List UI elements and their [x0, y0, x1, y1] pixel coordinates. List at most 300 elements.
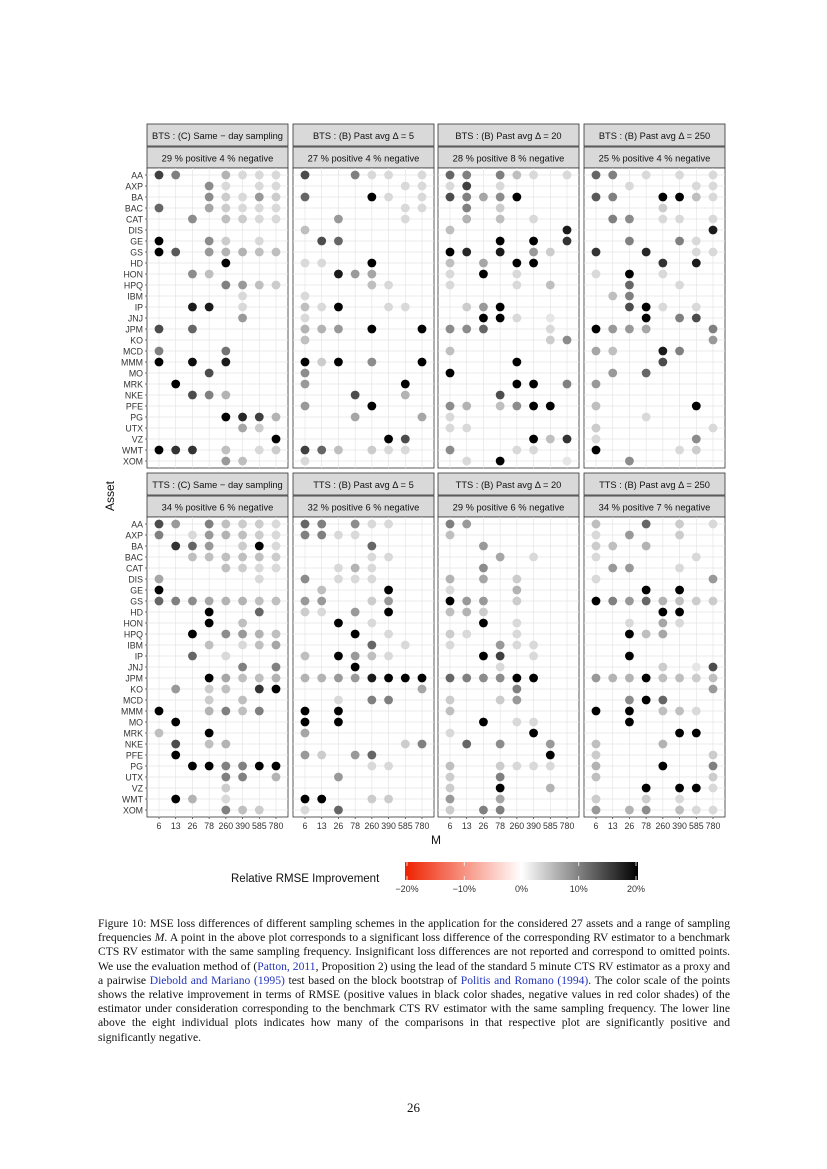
- data-point: [592, 773, 601, 782]
- data-point: [446, 762, 455, 771]
- data-point: [334, 564, 343, 573]
- data-point: [221, 707, 230, 716]
- data-point: [351, 751, 360, 760]
- data-point: [592, 553, 601, 562]
- data-point: [367, 358, 376, 367]
- data-point: [205, 619, 214, 628]
- data-point: [301, 380, 310, 389]
- data-point: [462, 182, 471, 191]
- data-point: [334, 806, 343, 815]
- data-point: [446, 424, 455, 433]
- facet-panel: [121, 473, 288, 831]
- y-tick-label: AXP: [125, 530, 143, 541]
- data-point: [301, 171, 310, 180]
- data-point: [188, 270, 197, 279]
- data-point: [496, 663, 505, 672]
- data-point: [512, 718, 521, 727]
- data-point: [221, 685, 230, 694]
- citation-link[interactable]: Diebold and Mariano (1995): [149, 973, 285, 987]
- data-point: [255, 641, 264, 650]
- data-point: [592, 402, 601, 411]
- data-point: [658, 696, 667, 705]
- data-point: [334, 575, 343, 584]
- citation-link[interactable]: Patton, 2011: [257, 959, 316, 973]
- data-point: [675, 193, 684, 202]
- data-point: [675, 531, 684, 540]
- x-tick-label: 390: [672, 821, 687, 831]
- data-point: [255, 248, 264, 257]
- data-point: [592, 270, 601, 279]
- data-point: [255, 215, 264, 224]
- data-point: [334, 707, 343, 716]
- data-point: [446, 641, 455, 650]
- data-point: [188, 553, 197, 562]
- data-point: [496, 314, 505, 323]
- data-point: [238, 424, 247, 433]
- data-point: [446, 795, 455, 804]
- data-point: [238, 641, 247, 650]
- x-tick-label: 260: [364, 821, 380, 831]
- y-tick-label: JPM: [125, 673, 143, 684]
- x-tick-label: 390: [526, 821, 541, 831]
- data-point: [692, 182, 701, 191]
- data-point: [401, 740, 410, 749]
- data-point: [272, 564, 281, 573]
- data-point: [512, 171, 521, 180]
- data-point: [546, 784, 555, 793]
- data-point: [675, 674, 684, 683]
- figure-caption: [98, 917, 730, 1045]
- data-point: [384, 446, 393, 455]
- data-point: [171, 795, 180, 804]
- data-point: [301, 674, 310, 683]
- y-tick-label: XOM: [122, 805, 143, 816]
- data-point: [592, 806, 601, 815]
- y-tick-label: AXP: [125, 181, 143, 192]
- data-point: [592, 674, 601, 683]
- data-point: [675, 619, 684, 628]
- data-point: [592, 597, 601, 606]
- facet-strip-label: TTS : (B) Past avg Δ = 20: [455, 480, 562, 490]
- data-point: [272, 531, 281, 540]
- data-point: [592, 347, 601, 356]
- y-tick-label: CAT: [126, 214, 143, 225]
- citation-link[interactable]: Politis and Romano (1994): [460, 973, 589, 987]
- data-point: [418, 204, 427, 213]
- data-point: [529, 641, 538, 650]
- data-point: [709, 336, 718, 345]
- data-point: [658, 204, 667, 213]
- data-point: [692, 314, 701, 323]
- y-tick-label: BA: [131, 192, 143, 203]
- data-point: [529, 446, 538, 455]
- data-point: [367, 575, 376, 584]
- data-point: [401, 380, 410, 389]
- data-point: [238, 248, 247, 257]
- y-tick-label: BAC: [124, 552, 143, 563]
- data-point: [351, 575, 360, 584]
- x-tick-label: 6: [593, 821, 599, 831]
- data-point: [446, 325, 455, 334]
- data-point: [171, 248, 180, 257]
- data-point: [608, 215, 617, 224]
- data-point: [546, 281, 555, 290]
- data-point: [221, 413, 230, 422]
- y-tick-label: VZ: [131, 783, 143, 794]
- data-point: [301, 729, 310, 738]
- x-tick-label: 585: [542, 821, 558, 831]
- legend-tick-label: 10%: [569, 884, 588, 894]
- data-point: [625, 806, 634, 815]
- data-point: [529, 553, 538, 562]
- data-point: [334, 325, 343, 334]
- y-tick-label: BA: [131, 541, 143, 552]
- data-point: [301, 652, 310, 661]
- data-point: [317, 531, 326, 540]
- data-point: [301, 520, 310, 529]
- data-point: [255, 171, 264, 180]
- color-legend: [231, 862, 645, 894]
- data-point: [479, 619, 488, 628]
- data-point: [221, 806, 230, 815]
- data-point: [221, 281, 230, 290]
- data-point: [221, 784, 230, 793]
- data-point: [238, 597, 247, 606]
- data-point: [675, 795, 684, 804]
- data-point: [446, 597, 455, 606]
- data-point: [238, 204, 247, 213]
- data-point: [496, 248, 505, 257]
- data-point: [188, 795, 197, 804]
- data-point: [692, 435, 701, 444]
- data-point: [709, 193, 718, 202]
- y-tick-label: GS: [130, 247, 143, 258]
- data-point: [709, 597, 718, 606]
- data-point: [238, 281, 247, 290]
- caption-text: . The color scale of the points shows the relative improvement in terms of RMSE (positive values in black color shades, negative values in red color shades) of the estimator under consideration corresponding to the benchmark CTS RV estimator with the same sampling frequency. The lower line above the eight individual plots indicates how many of the comparisons in that respective plot are significantly positive and significantly negative.: [98, 973, 730, 1044]
- y-tick-label: MRK: [123, 728, 143, 739]
- data-point: [221, 204, 230, 213]
- caption-label: Figure 10:: [98, 917, 147, 930]
- data-point: [592, 575, 601, 584]
- facet-panel: [293, 124, 434, 468]
- data-point: [625, 531, 634, 540]
- y-tick-label: AA: [131, 170, 143, 181]
- data-point: [709, 575, 718, 584]
- data-point: [709, 663, 718, 672]
- y-tick-label: MCD: [122, 695, 143, 706]
- data-point: [317, 751, 326, 760]
- y-tick-label: PFE: [125, 401, 143, 412]
- data-point: [334, 303, 343, 312]
- data-point: [255, 608, 264, 617]
- data-point: [301, 369, 310, 378]
- data-point: [221, 193, 230, 202]
- data-point: [512, 270, 521, 279]
- page-number: 26: [407, 1100, 420, 1115]
- data-point: [384, 435, 393, 444]
- data-point: [272, 446, 281, 455]
- data-point: [692, 729, 701, 738]
- facet-summary-label: 29 % positive 4 % negative: [161, 153, 274, 164]
- data-point: [238, 674, 247, 683]
- data-point: [546, 336, 555, 345]
- data-point: [384, 630, 393, 639]
- data-point: [317, 795, 326, 804]
- data-point: [692, 248, 701, 257]
- data-point: [238, 193, 247, 202]
- data-point: [384, 553, 393, 562]
- data-point: [255, 762, 264, 771]
- data-point: [351, 270, 360, 279]
- data-point: [529, 215, 538, 224]
- data-point: [658, 270, 667, 279]
- data-point: [367, 597, 376, 606]
- data-point: [272, 248, 281, 257]
- data-point: [496, 652, 505, 661]
- data-point: [272, 413, 281, 422]
- y-tick-label: HPQ: [123, 280, 143, 291]
- data-point: [418, 674, 427, 683]
- data-point: [317, 674, 326, 683]
- y-tick-label: DIS: [128, 225, 143, 236]
- data-point: [625, 597, 634, 606]
- data-point: [221, 248, 230, 257]
- data-point: [272, 204, 281, 213]
- data-point: [479, 314, 488, 323]
- data-point: [512, 762, 521, 771]
- data-point: [401, 446, 410, 455]
- data-point: [171, 740, 180, 749]
- y-tick-label: HON: [123, 269, 143, 280]
- x-tick-label: 6: [447, 821, 453, 831]
- data-point: [367, 520, 376, 529]
- data-point: [446, 182, 455, 191]
- data-point: [188, 446, 197, 455]
- data-point: [709, 215, 718, 224]
- data-point: [238, 171, 247, 180]
- data-point: [238, 707, 247, 716]
- data-point: [351, 663, 360, 672]
- data-point: [188, 303, 197, 312]
- y-tick-label: WMT: [121, 445, 143, 456]
- data-point: [563, 226, 572, 235]
- y-tick-label: NKE: [124, 390, 143, 401]
- data-point: [446, 773, 455, 782]
- data-point: [155, 347, 164, 356]
- data-point: [496, 762, 505, 771]
- facet-summary-label: 27 % positive 4 % negative: [307, 153, 420, 164]
- data-point: [462, 303, 471, 312]
- data-point: [479, 542, 488, 551]
- data-point: [272, 597, 281, 606]
- data-point: [351, 171, 360, 180]
- data-point: [446, 446, 455, 455]
- data-point: [496, 171, 505, 180]
- data-point: [608, 171, 617, 180]
- y-tick-label: PFE: [125, 750, 143, 761]
- data-point: [334, 674, 343, 683]
- caption-text: MSE loss differences of different sampling schemes in the application for the considered 27 assets and a range of sampling frequencies: [98, 917, 731, 945]
- data-point: [462, 325, 471, 334]
- data-point: [255, 575, 264, 584]
- data-point: [221, 564, 230, 573]
- data-point: [462, 193, 471, 202]
- data-point: [692, 784, 701, 793]
- data-point: [205, 369, 214, 378]
- data-point: [221, 391, 230, 400]
- x-tick-label: 26: [624, 821, 635, 831]
- data-point: [205, 707, 214, 716]
- data-point: [367, 259, 376, 268]
- data-point: [155, 597, 164, 606]
- data-point: [642, 784, 651, 793]
- data-point: [625, 674, 634, 683]
- data-point: [592, 446, 601, 455]
- data-point: [401, 303, 410, 312]
- y-tick-label: MRK: [123, 379, 143, 390]
- x-tick-label: 26: [333, 821, 344, 831]
- legend-title: Relative RMSE Improvement: [231, 873, 380, 885]
- x-tick-label: 585: [251, 821, 267, 831]
- data-point: [446, 586, 455, 595]
- data-point: [255, 520, 264, 529]
- data-point: [563, 171, 572, 180]
- data-point: [272, 685, 281, 694]
- data-point: [608, 369, 617, 378]
- data-point: [221, 531, 230, 540]
- data-point: [658, 259, 667, 268]
- data-point: [692, 674, 701, 683]
- legend-tick-label: −10%: [452, 884, 476, 894]
- data-point: [496, 193, 505, 202]
- data-point: [496, 740, 505, 749]
- data-point: [709, 248, 718, 257]
- data-point: [512, 380, 521, 389]
- legend-tick-label: 0%: [514, 884, 529, 894]
- data-point: [188, 531, 197, 540]
- data-point: [642, 795, 651, 804]
- data-point: [238, 630, 247, 639]
- data-point: [479, 608, 488, 617]
- data-point: [496, 795, 505, 804]
- data-point: [334, 531, 343, 540]
- data-point: [625, 619, 634, 628]
- data-point: [446, 784, 455, 793]
- data-point: [317, 303, 326, 312]
- data-point: [188, 358, 197, 367]
- data-point: [496, 641, 505, 650]
- data-point: [272, 553, 281, 562]
- data-point: [188, 652, 197, 661]
- data-point: [592, 325, 601, 334]
- data-point: [418, 685, 427, 694]
- data-point: [418, 171, 427, 180]
- data-point: [155, 531, 164, 540]
- x-tick-label: 260: [655, 821, 671, 831]
- data-point: [188, 215, 197, 224]
- data-point: [401, 674, 410, 683]
- data-point: [255, 237, 264, 246]
- data-point: [334, 773, 343, 782]
- data-point: [529, 402, 538, 411]
- data-point: [479, 193, 488, 202]
- data-point: [692, 806, 701, 815]
- data-point: [642, 586, 651, 595]
- data-point: [155, 707, 164, 716]
- data-point: [496, 402, 505, 411]
- data-point: [658, 597, 667, 606]
- data-point: [675, 171, 684, 180]
- data-point: [496, 215, 505, 224]
- data-point: [675, 597, 684, 606]
- data-point: [496, 806, 505, 815]
- data-point: [384, 281, 393, 290]
- data-point: [546, 402, 555, 411]
- x-tick-label: 260: [509, 821, 525, 831]
- data-point: [272, 663, 281, 672]
- data-point: [367, 325, 376, 334]
- y-tick-label: PG: [130, 761, 143, 772]
- data-point: [709, 520, 718, 529]
- data-point: [367, 564, 376, 573]
- data-point: [462, 608, 471, 617]
- data-point: [529, 380, 538, 389]
- data-point: [221, 171, 230, 180]
- data-point: [512, 597, 521, 606]
- data-point: [418, 740, 427, 749]
- data-point: [238, 520, 247, 529]
- data-point: [608, 564, 617, 573]
- data-point: [446, 696, 455, 705]
- data-point: [317, 358, 326, 367]
- data-point: [592, 248, 601, 257]
- data-point: [351, 652, 360, 661]
- data-point: [317, 586, 326, 595]
- data-point: [317, 608, 326, 617]
- data-point: [401, 204, 410, 213]
- data-point: [418, 413, 427, 422]
- data-point: [675, 347, 684, 356]
- x-tick-label: 260: [218, 821, 234, 831]
- data-point: [529, 674, 538, 683]
- data-point: [479, 718, 488, 727]
- facet-summary-label: 25 % positive 4 % negative: [598, 153, 711, 164]
- data-point: [367, 281, 376, 290]
- data-point: [367, 674, 376, 683]
- data-point: [642, 303, 651, 312]
- data-point: [709, 784, 718, 793]
- data-point: [625, 292, 634, 301]
- data-point: [334, 696, 343, 705]
- data-point: [709, 762, 718, 771]
- data-point: [692, 446, 701, 455]
- data-point: [384, 171, 393, 180]
- data-point: [462, 597, 471, 606]
- data-point: [384, 520, 393, 529]
- data-point: [675, 586, 684, 595]
- data-point: [205, 531, 214, 540]
- data-point: [608, 193, 617, 202]
- y-tick-label: VZ: [131, 434, 143, 445]
- data-point: [367, 696, 376, 705]
- facet-panel: [293, 473, 434, 831]
- data-point: [642, 542, 651, 551]
- data-point: [512, 358, 521, 367]
- x-axis-label: M: [431, 833, 441, 847]
- data-point: [496, 773, 505, 782]
- data-point: [446, 707, 455, 716]
